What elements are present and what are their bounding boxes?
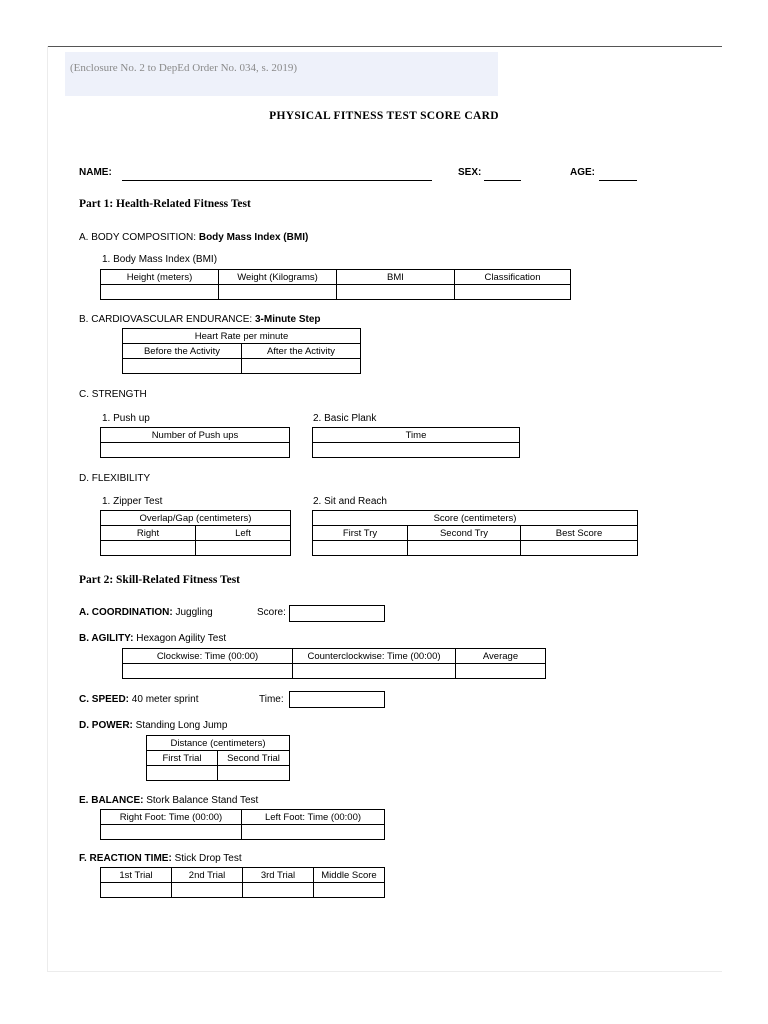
speed-label: C. SPEED: (79, 694, 130, 705)
table-row (313, 541, 638, 556)
table-header-cell: After the Activity (242, 344, 361, 359)
table-header-cell: BMI (337, 270, 455, 285)
strength-heading: C. STRENGTH (79, 389, 147, 400)
pushup-table (100, 427, 290, 458)
balance-heading (79, 795, 258, 806)
body-composition-heading (79, 232, 308, 243)
power-second-cell[interactable] (218, 766, 290, 781)
table-header-cell: 2nd Trial (172, 868, 243, 883)
page-edge-left (47, 46, 48, 971)
coordination-subtitle: Juggling (175, 607, 213, 618)
reaction-table (100, 867, 385, 898)
page-title: PHYSICAL FITNESS TEST SCORE CARD (269, 110, 499, 122)
table-row (101, 883, 385, 898)
power-label: D. POWER: (79, 720, 133, 731)
table-header-row (147, 736, 290, 751)
table-row (123, 359, 361, 374)
speed-time-label: Time: (259, 694, 284, 705)
cardio-subtitle: 3-Minute Step (254, 314, 321, 325)
sit-reach-second-cell[interactable] (408, 541, 521, 556)
reaction-label: F. REACTION TIME: (79, 853, 172, 864)
name-field[interactable] (122, 180, 432, 181)
table-row (313, 443, 520, 458)
table-header-cell: Average (456, 649, 546, 664)
table-header-cell: Right Foot: Time (00:00) (101, 810, 242, 825)
body-composition-subtitle: Body Mass Index (BMI) (198, 232, 309, 243)
sex-label: SEX: (458, 167, 482, 178)
table-header-row (147, 751, 290, 766)
zipper-item-label: 1. Zipper Test (102, 496, 163, 507)
table-header-row (313, 526, 638, 541)
agility-label: B. AGILITY: (79, 633, 134, 644)
table-header-row (101, 428, 290, 443)
enclosure-note: (Enclosure No. 2 to DepEd Order No. 034, s. 2019) (70, 62, 297, 74)
table-header-row (123, 344, 361, 359)
balance-table (100, 809, 385, 840)
table-header-row (101, 511, 291, 526)
table-group-header: Overlap/Gap (centimeters) (101, 511, 291, 526)
power-table (146, 735, 290, 781)
table-header-cell: Best Score (521, 526, 638, 541)
table-row (123, 664, 546, 679)
sex-field[interactable] (484, 180, 521, 181)
table-header-cell: Second Try (408, 526, 521, 541)
body-composition-label: A. BODY COMPOSITION: (79, 232, 197, 243)
coordination-score-input[interactable] (289, 605, 385, 622)
agility-heading (79, 633, 226, 644)
sit-reach-table (312, 510, 638, 556)
heart-rate-after-cell[interactable] (242, 359, 361, 374)
part2-title: Part 2: Skill-Related Fitness Test (79, 574, 240, 586)
table-header-cell: Clockwise: Time (00:00) (123, 649, 293, 664)
table-header-row (123, 649, 546, 664)
pushup-item-label: 1. Push up (102, 413, 150, 424)
classification-input-cell[interactable] (455, 285, 571, 300)
reaction-second-cell[interactable] (172, 883, 243, 898)
age-field[interactable] (599, 180, 637, 181)
table-header-cell: Time (313, 428, 520, 443)
coordination-score-label: Score: (257, 607, 286, 618)
part1-title: Part 1: Health-Related Fitness Test (79, 198, 251, 210)
table-header-cell: 3rd Trial (243, 868, 314, 883)
weight-input-cell[interactable] (219, 285, 337, 300)
table-row (101, 541, 291, 556)
table-header-cell: Before the Activity (123, 344, 242, 359)
height-input-cell[interactable] (101, 285, 219, 300)
zipper-table (100, 510, 291, 556)
balance-subtitle: Stork Balance Stand Test (146, 795, 259, 806)
flexibility-heading: D. FLEXIBILITY (79, 473, 151, 484)
top-rule (47, 46, 722, 47)
table-header-cell: Classification (455, 270, 571, 285)
balance-label: E. BALANCE: (79, 795, 144, 806)
table-header-cell: 1st Trial (101, 868, 172, 883)
enclosure-banner (65, 52, 498, 96)
speed-time-input[interactable] (289, 691, 385, 708)
cardio-label: B. CARDIOVASCULAR ENDURANCE: (79, 314, 253, 325)
plank-item-label: 2. Basic Plank (313, 413, 377, 424)
table-header-row (101, 810, 385, 825)
table-header-row (101, 526, 291, 541)
coordination-label: A. COORDINATION: (79, 607, 173, 618)
table-row (147, 766, 290, 781)
reaction-first-cell[interactable] (101, 883, 172, 898)
plank-table (312, 427, 520, 458)
power-heading (79, 720, 227, 731)
table-row (101, 285, 571, 300)
table-header-cell: Number of Push ups (101, 428, 290, 443)
reaction-third-cell[interactable] (243, 883, 314, 898)
table-header-cell: First Try (313, 526, 408, 541)
balance-right-cell[interactable] (101, 825, 242, 840)
table-header-cell: Left Foot: Time (00:00) (242, 810, 385, 825)
reaction-subtitle: Stick Drop Test (174, 853, 242, 864)
table-header-cell: Left (196, 526, 291, 541)
agility-subtitle: Hexagon Agility Test (136, 633, 227, 644)
sit-reach-best-cell[interactable] (521, 541, 638, 556)
speed-subtitle: 40 meter sprint (131, 694, 199, 705)
table-header-row (101, 868, 385, 883)
table-header-cell: Counterclockwise: Time (00:00) (293, 649, 456, 664)
table-row (101, 825, 385, 840)
balance-left-cell[interactable] (242, 825, 385, 840)
heart-rate-table (122, 328, 361, 374)
cardio-heading (79, 314, 321, 325)
bmi-input-cell[interactable] (337, 285, 455, 300)
sit-reach-item-label: 2. Sit and Reach (313, 496, 387, 507)
agility-average-cell[interactable] (456, 664, 546, 679)
power-first-cell[interactable] (147, 766, 218, 781)
reaction-middle-cell[interactable] (314, 883, 385, 898)
table-header-cell: First Trial (147, 751, 218, 766)
heart-rate-before-cell[interactable] (123, 359, 242, 374)
pushup-input-cell[interactable] (101, 443, 290, 458)
plank-input-cell[interactable] (313, 443, 520, 458)
table-header-row (101, 270, 571, 285)
table-header-cell: Height (meters) (101, 270, 219, 285)
table-header-cell: Middle Score (314, 868, 385, 883)
age-label: AGE: (570, 167, 595, 178)
agility-table (122, 648, 546, 679)
table-row (101, 443, 290, 458)
table-group-header: Distance (centimeters) (147, 736, 290, 751)
speed-heading (79, 694, 199, 705)
page-edge-bottom (47, 971, 722, 972)
table-header-cell: Second Trial (218, 751, 290, 766)
table-header-row (313, 511, 638, 526)
table-header-row (313, 428, 520, 443)
bmi-item-label: 1. Body Mass Index (BMI) (102, 254, 218, 265)
table-group-header: Heart Rate per minute (123, 329, 361, 344)
bmi-table (100, 269, 571, 300)
name-label: NAME: (79, 167, 112, 178)
coordination-heading (79, 607, 213, 618)
zipper-right-cell[interactable] (101, 541, 196, 556)
agility-clockwise-cell[interactable] (123, 664, 293, 679)
sit-reach-first-cell[interactable] (313, 541, 408, 556)
table-group-header: Score (centimeters) (313, 511, 638, 526)
reaction-heading (79, 853, 242, 864)
zipper-left-cell[interactable] (196, 541, 291, 556)
table-header-cell: Weight (Kilograms) (219, 270, 337, 285)
table-header-row (123, 329, 361, 344)
power-subtitle: Standing Long Jump (135, 720, 228, 731)
agility-counterclockwise-cell[interactable] (293, 664, 456, 679)
table-header-cell: Right (101, 526, 196, 541)
